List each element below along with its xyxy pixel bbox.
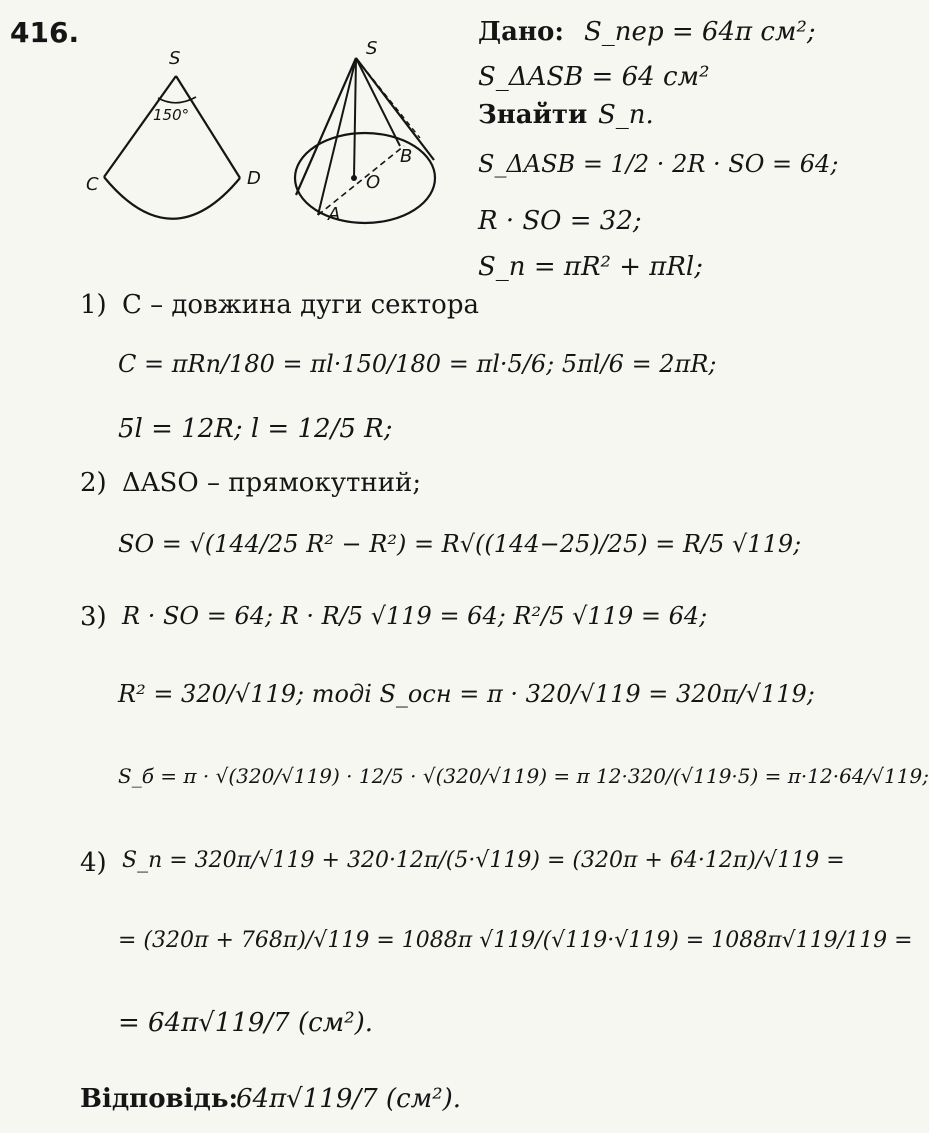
step3-eq2: R² = 320/√119; тоді S_осн = π · 320/√119 = 320π/√119; — [118, 680, 815, 708]
cone-apex-label: S — [366, 38, 378, 59]
given-label: Дано: — [478, 17, 564, 47]
step3-eq1: R · SO = 64; R · R/5 √119 = 64; R²/5 √119 = 64; — [122, 602, 708, 630]
find-value: S_п. — [598, 100, 654, 130]
given-eq3: S_п = πR² + πRl; — [478, 252, 704, 282]
step1-eq1: C = πRn/180 = πl·150/180 = πl·5/6; 5πl/6 = 2πR; — [118, 350, 717, 378]
step1-eq2: 5l = 12R; l = 12/5 R; — [118, 414, 393, 444]
step4-eq3: = 64π√119/7 (см²). — [118, 1008, 374, 1038]
sector-c-label: C — [86, 174, 99, 195]
sector-angle-label: 150° — [153, 106, 190, 124]
given-line1: S_пер = 64π см²; — [584, 17, 816, 47]
find-label: Знайти — [478, 100, 588, 130]
answer-value: 64π√119/7 (см²). — [236, 1084, 462, 1114]
step3-number: 3) — [80, 602, 107, 632]
cone-o-label: O — [366, 172, 381, 193]
step2-text: ΔASO – прямокутний; — [122, 468, 422, 498]
sector-d-label: D — [247, 168, 261, 189]
sector-apex-label: S — [169, 48, 181, 69]
given-eq1: S_ΔASB = 1/2 · 2R · SO = 64; — [478, 150, 839, 178]
cone-a-label: A — [328, 204, 341, 225]
step1-text: C – довжина дуги сектора — [122, 290, 479, 320]
cone-b-label: B — [400, 146, 413, 167]
answer-label: Відповідь: — [80, 1084, 239, 1114]
step2-eq: SO = √(144/25 R² − R²) = R√((144−25)/25) = R/5 √119; — [118, 530, 802, 558]
step4-eq1: S_п = 320π/√119 + 320·12π/(5·√119) = (320π + 64·12π)/√119 = — [122, 848, 845, 873]
step2-number: 2) — [80, 468, 107, 498]
step3-eq3: S_б = π · √(320/√119) · 12/5 · √(320/√119) = π 12·320/(√119·5) = π·12·64/√119; — [118, 764, 929, 788]
step1-number: 1) — [80, 290, 107, 320]
step4-eq2: = (320π + 768π)/√119 = 1088π √119/(√119·√119) = 1088π√119/119 = — [118, 928, 913, 953]
step4-number: 4) — [80, 848, 107, 878]
given-eq2: R · SO = 32; — [478, 206, 642, 236]
problem-number: 416. — [10, 16, 80, 49]
given-line2: S_ΔASB = 64 см² — [478, 62, 710, 92]
